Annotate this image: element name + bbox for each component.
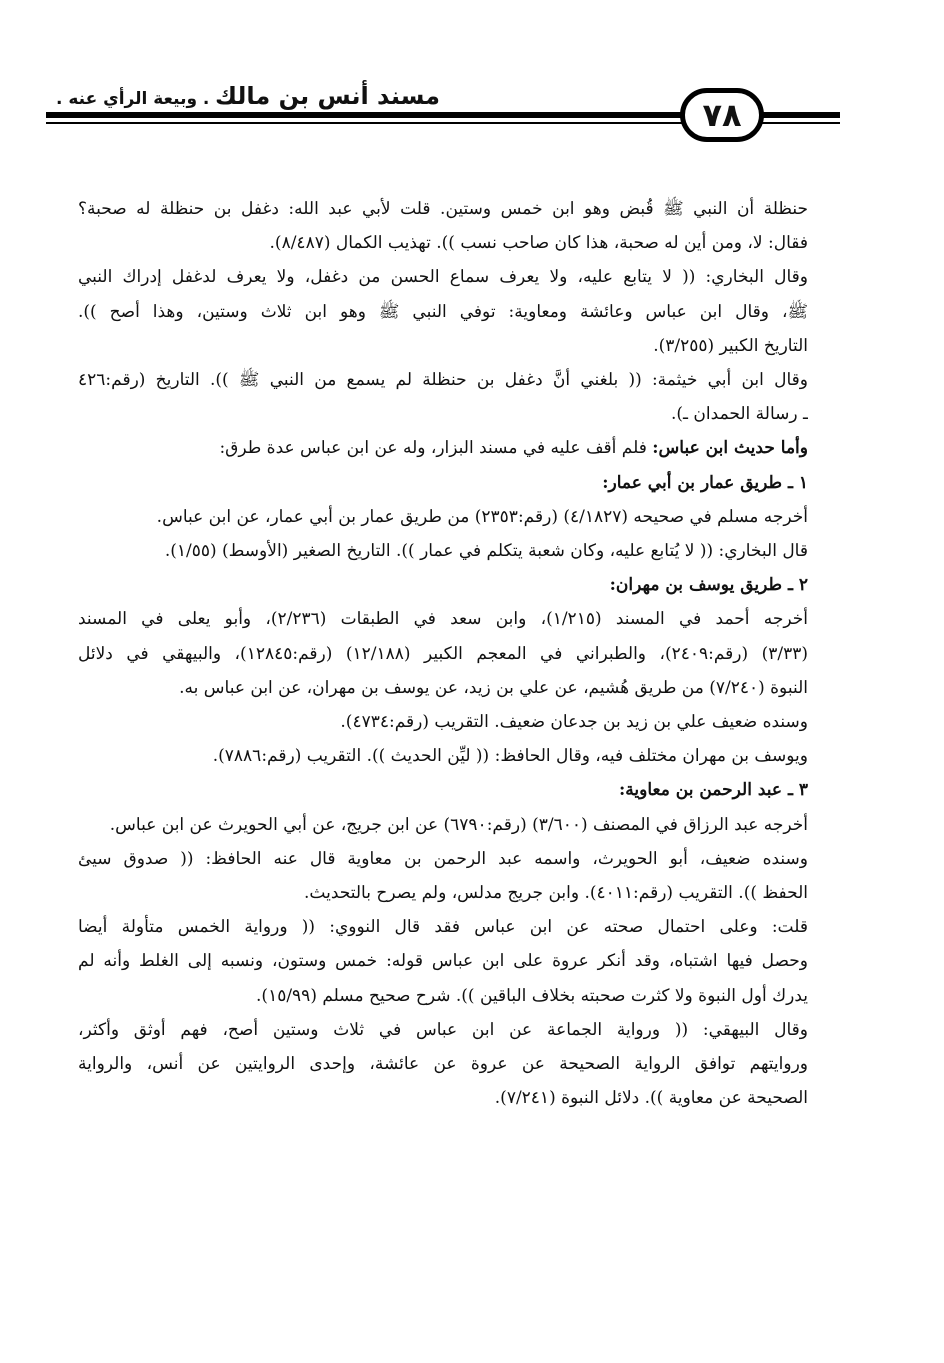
text-line: وقال ابن أبي خيثمة: (( بلغني أنَّ دغفل بن حنظلة لم يسمع من النبي ﷺ )). التاريخ (رقم:٤٢٦ bbox=[78, 370, 808, 391]
page-number: ٧٨ bbox=[702, 96, 742, 134]
text-line: وحصل فيها اشتباه، وقد أنكر عروة على ابن عباس قوله: خمس وستون، ونسبه إلى الغلط وأنه لم bbox=[78, 951, 808, 972]
text-line: الصحيحة عن معاوية )). دلائل النبوة (٧/٢٤١). bbox=[494, 1088, 808, 1109]
header-rule-thick bbox=[46, 112, 686, 118]
text-line: ـ رسالة الحمدان ـ). bbox=[671, 404, 808, 425]
text-line bbox=[78, 431, 808, 465]
text-line: الحفظ )). التقريب (رقم:٤٠١١). وابن جريج مدلس، ولم يصرح بالتحديث. bbox=[304, 883, 808, 904]
text-line: قلت: وعلى احتمال صحته عن ابن عباس فقد قال النووي: (( ورواية الخمس متأولة أيضا bbox=[78, 917, 808, 938]
text-line: وسنده ضعيف علي بن زيد بن جدعان ضعيف. التقريب (رقم:٤٧٣٤). bbox=[340, 712, 808, 733]
text-line: أخرجه أحمد في المسند (١/٢١٥)، وابن سعد في الطبقات (٢/٢٣٦)، وأبو يعلى في المسند bbox=[78, 609, 808, 630]
page-header bbox=[0, 0, 944, 160]
page-number-badge bbox=[680, 88, 764, 142]
text-line: (٣/٣٣) (رقم:٢٤٠٩)، والطبراني في المعجم الكبير (١٢/١٨٨) (رقم:١٢٨٤٥)، والبيهقي في دلائل bbox=[78, 643, 808, 664]
main-text bbox=[78, 192, 808, 1115]
text-line: وقال البيهقي: (( ورواية الجماعة عن ابن عباس في ثلاث وستين أصح، فهم أوثق وأكثر، bbox=[78, 1019, 808, 1040]
header-rule-thin bbox=[46, 122, 686, 124]
text-line: أخرجه عبد الرزاق في المصنف (٣/٦٠٠) (رقم:٦٧٩٠) عن ابن جريج، عن أبي الحويرث عن ابن عباس. bbox=[109, 814, 808, 835]
text-line: التاريخ الكبير (٣/٢٥٥). bbox=[653, 335, 808, 356]
text-line: حنظلة أن النبي ﷺ قُبض وهو ابن خمس وستين. قلت لأبي عبد الله: دغفل بن حنظلة له صحبة؟ bbox=[78, 199, 808, 219]
text-line: النبوة (٧/٢٤٠) من طريق هُشيم، عن علي بن زيد، عن يوسف بن مهران، عن ابن عباس به. bbox=[179, 677, 808, 698]
text-line: فقال: لا، ومن أين له صحبة، هذا كان صاحب نسب )). تهذيب الكمال (٨/٤٨٧). bbox=[269, 233, 808, 254]
section-heading: ٣ ـ عبد الرحمن بن معاوية: bbox=[619, 780, 808, 801]
book-subtitle: . وبيعة الرأي عنه . bbox=[55, 89, 210, 109]
header-rule-right-thick bbox=[760, 112, 840, 118]
text-line: وروايتهم توافق الرواية الصحيحة عن عروة عن عائشة، وإحدى الروايتين عن أنس، والرواية bbox=[78, 1054, 808, 1075]
running-title bbox=[55, 82, 440, 110]
text-line: ويوسف بن مهران مختلف فيه، وقال الحافظ: (( ليِّن الحديث )). التقريب (رقم:٧٨٨٦). bbox=[212, 746, 808, 767]
header-rule-right-thin bbox=[760, 122, 840, 124]
text-line: وسنده ضعيف، أبو الحويرث، واسمه عبد الرحمن بن معاوية قال عنه الحافظ: (( صدوق سيئ bbox=[78, 848, 808, 869]
text-rest: فلم أقف عليه في مسند البزار، وله عن ابن عباس عدة طرق: bbox=[219, 438, 653, 459]
text-line: قال البخاري: (( لا يُتابع عليه، وكان شعبة يتكلم في عمار )). التاريخ الصغير (الأوسط) (١/٥٥). bbox=[164, 541, 808, 562]
text-line: ﷺ، وقال ابن عباس وعائشة ومعاوية: توفي النبي ﷺ وهو ابن ثلاث وستين، وهذا أصح )). bbox=[78, 301, 808, 322]
text-line: أخرجه مسلم في صحيحه (٤/١٨٢٧) (رقم:٢٣٥٣) من طريق عمار بن أبي عمار، عن ابن عباس. bbox=[156, 506, 808, 527]
text-line: وقال البخاري: (( لا يتابع عليه، ولا يعرف سماع الحسن من دغفل، ولا يعرف لدغفل إدراك النبي bbox=[78, 267, 808, 288]
book-title: مسند أنس بن مالك bbox=[214, 82, 440, 110]
bold-lead: وأما حديث ابن عباس: bbox=[652, 438, 808, 459]
section-heading: ٢ ـ طريق يوسف بن مهران: bbox=[609, 575, 808, 596]
section-heading: ١ ـ طريق عمار بن أبي عمار: bbox=[602, 472, 808, 493]
text-line: يدرك أول النبوة ولا كثرت صحبته بخلاف الباقين )). شرح صحيح مسلم (١٥/٩٩). bbox=[256, 985, 808, 1006]
